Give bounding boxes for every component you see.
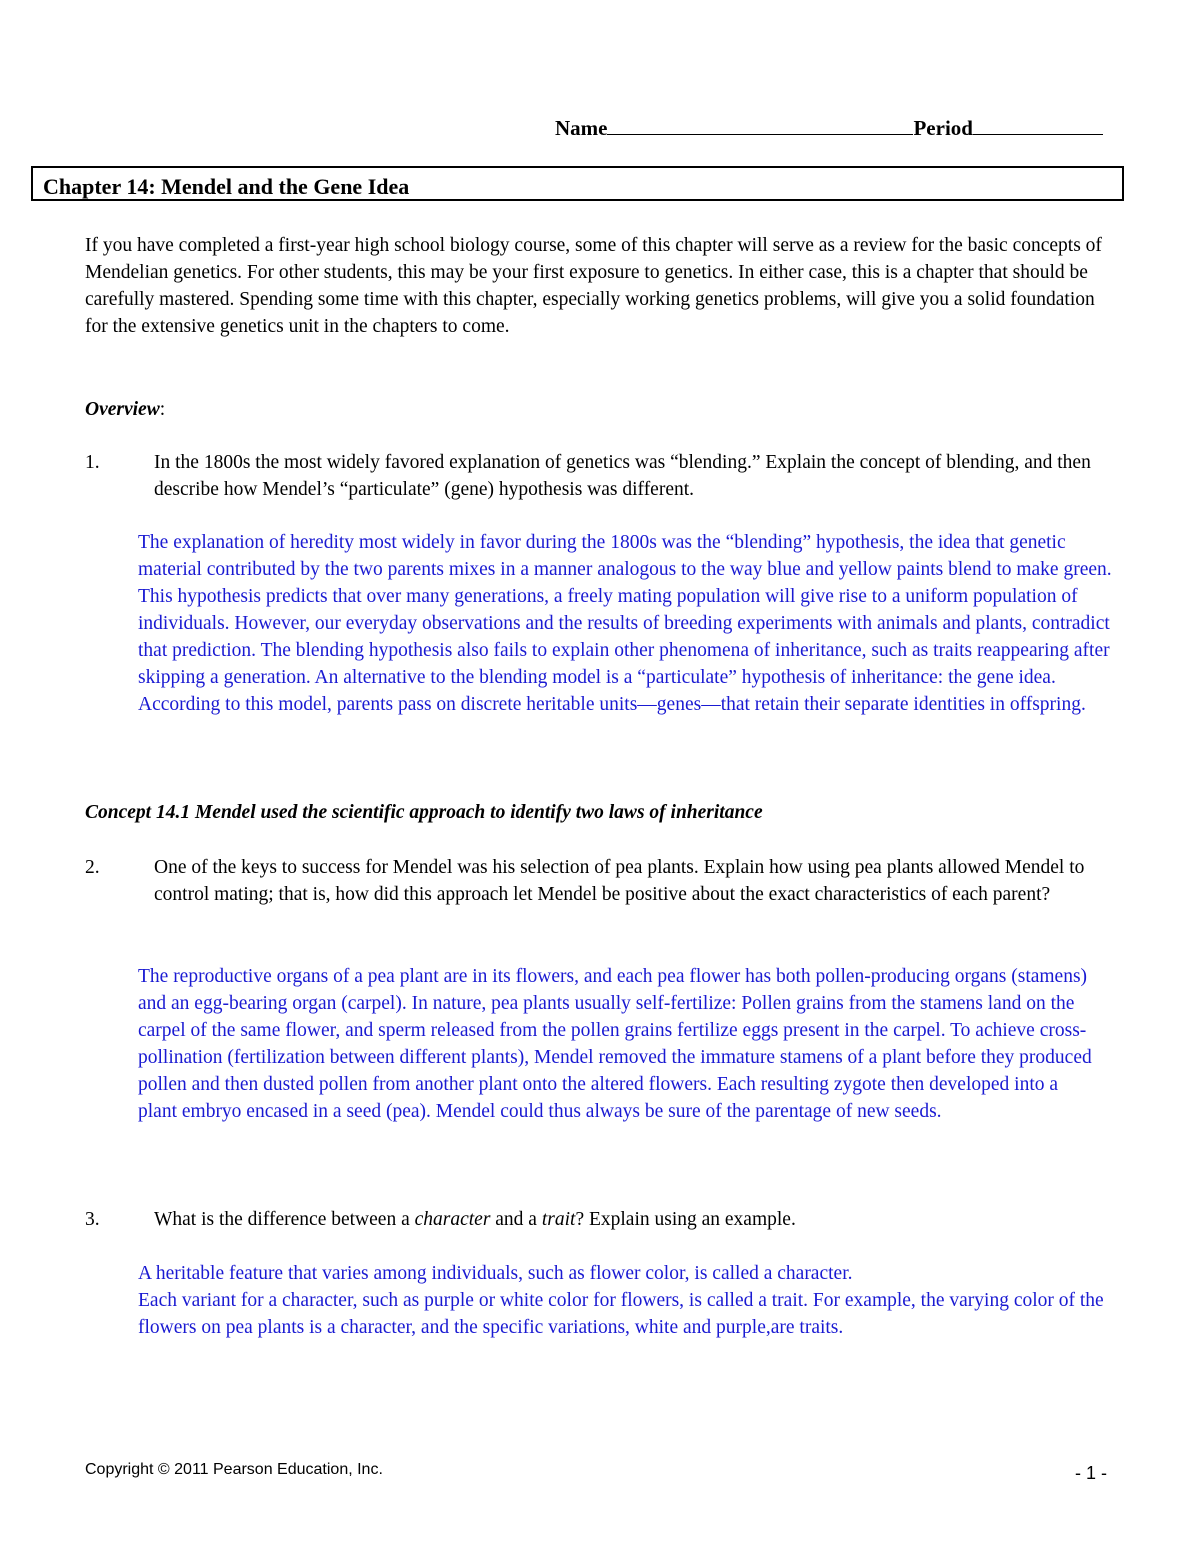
question-2-number: 2. <box>85 857 100 878</box>
period-label: Period <box>913 116 973 140</box>
q3-text-after: ? Explain using an example. <box>575 1209 796 1230</box>
answer-3-line-1: A heritable feature that varies among individuals, such as flower color, is called a character. <box>138 1263 853 1284</box>
answer-3 <box>138 1260 1113 1341</box>
chapter-title: Chapter 14: Mendel and the Gene Idea <box>43 174 410 199</box>
name-blank[interactable] <box>607 114 913 135</box>
intro-paragraph: If you have completed a first-year high school biology course, some of this chapter will serve as a review for the basic concepts of Mendelian genetics. For other students, this may be your first exposure to genetics. In either case, this is a chapter that should be carefully mastered. Spending some time with this chapter, especially working genetics problems, will give you a solid foundation for the extensive genetics unit in the chapters to come. <box>85 235 1102 337</box>
question-3-number: 3. <box>85 1209 100 1230</box>
q3-text-mid: and a <box>490 1209 542 1230</box>
chapter-title-box <box>31 166 1124 201</box>
answer-3-line-2: Each variant for a character, such as purple or white color for flowers, is called a trait. For example, the varying color of the flowers on pea plants is a character, and the specific variations, white and purple,are traits. <box>138 1290 1104 1338</box>
question-2-text: One of the keys to success for Mendel was his selection of pea plants. Explain how using pea plants allowed Mendel to control mating; that is, how did this approach let Mendel be positive about the exact characteristics of each parent? <box>154 857 1085 905</box>
page-number: - 1 - <box>1075 1463 1108 1483</box>
answer-2: The reproductive organs of a pea plant are in its flowers, and each pea flower has both pollen-producing organs (stamens) and an egg-bearing organ (carpel). In nature, pea plants usually self-fertilize: Pollen grains from the stamens land on the carpel of the same flower, and sperm released from the pollen grains fertilize eggs present in the carpel. To achieve cross-pollination (fertilization between different plants), Mendel removed the immature stamens of a plant before they produced pollen and then dusted pollen from another plant onto the altered flowers. Each resulting zygote then developed into a plant embryo encased in a seed (pea). Mendel could thus always be sure of the parentage of new seeds. <box>138 966 1092 1122</box>
question-1-number: 1. <box>85 452 100 473</box>
name-label: Name <box>555 116 608 140</box>
q3-trait-term: trait <box>541 1209 576 1230</box>
overview-heading <box>85 396 165 423</box>
question-1-text: In the 1800s the most widely favored explanation of genetics was “blending.” Explain the concept of blending, and then describe how Mendel’s “particulate” (gene) hypothesis was different. <box>154 452 1091 500</box>
q3-character-term: character <box>414 1209 491 1230</box>
q3-text-before: What is the difference between a <box>154 1209 415 1230</box>
answer-1: The explanation of heredity most widely in favor during the 1800s was the “blending” hypothesis, the idea that genetic material contributed by the two parents mixes in a manner analogous to the way blue and yellow paints blend to make green. This hypothesis predicts that over many generations, a freely mating population will give rise to a uniform population of individuals. However, our everyday observations and the results of breeding experiments with animals and plants, contradict that prediction. The blending hypothesis also fails to explain other phenomena of inheritance, such as traits reappearing after skipping a generation. An alternative to the blending model is a “particulate” hypothesis of inheritance: the gene idea. According to this model, parents pass on discrete heritable units—genes—that retain their separate identities in offspring. <box>138 532 1112 715</box>
concept-14-1-heading: Concept 14.1 Mendel used the scientific approach to identify two laws of inheritance <box>85 802 763 823</box>
period-blank[interactable] <box>973 114 1103 135</box>
overview-heading-text: Overview <box>85 399 160 420</box>
overview-colon: : <box>159 399 166 420</box>
question-3-text <box>154 1206 1124 1233</box>
copyright-footer: Copyright © 2011 Pearson Education, Inc. <box>85 1461 383 1478</box>
name-period-line <box>555 114 1103 141</box>
